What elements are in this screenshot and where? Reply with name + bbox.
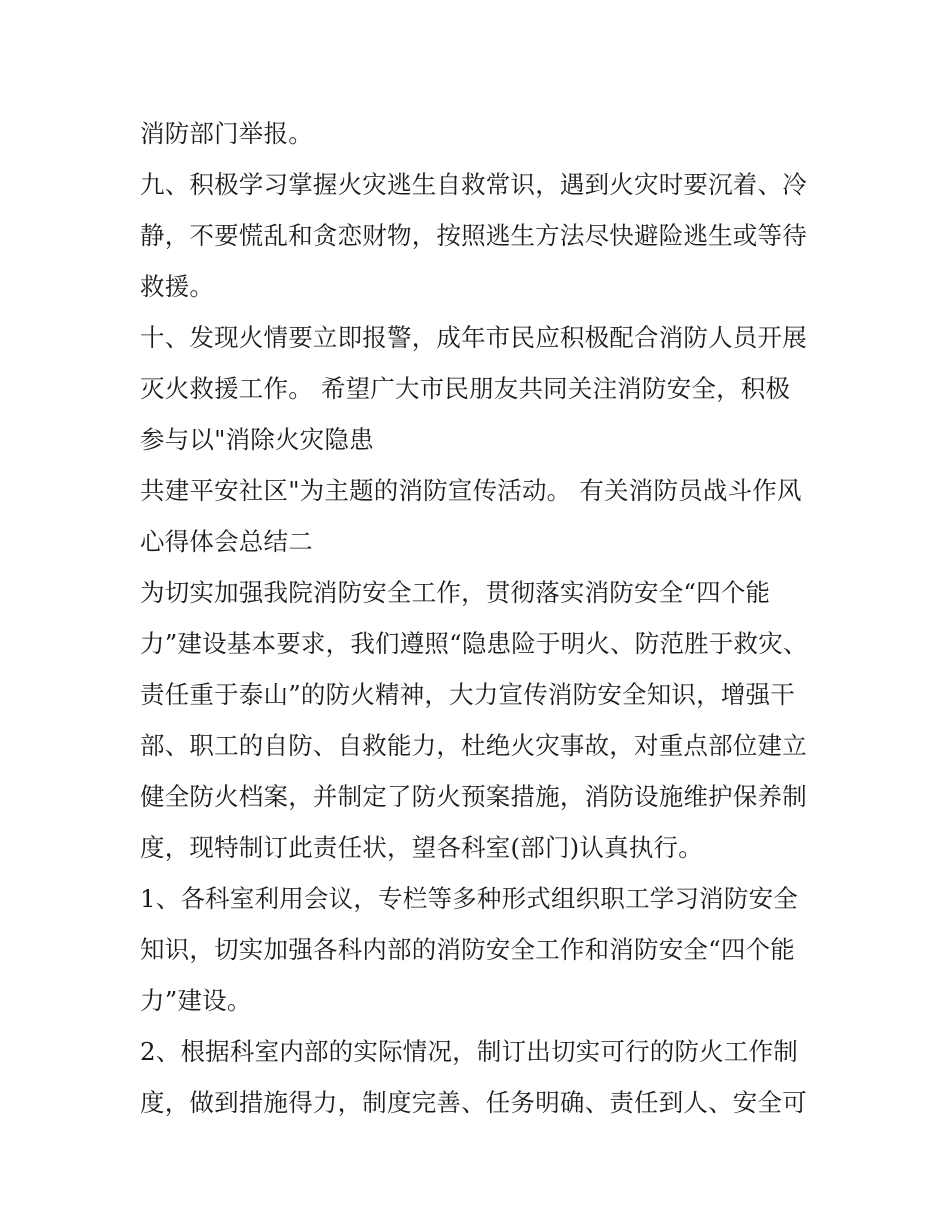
text-line: 十、发现火情要立即报警，成年市民应积极配合消防人员开展 <box>140 323 807 352</box>
text-line: 知识，切实加强各科内部的消防安全工作和消防安全“四个能 <box>140 935 795 964</box>
text-line: 度，现特制订此责任状，望各科室(部门)认真执行。 <box>140 833 703 862</box>
text-line: 健全防火档案，并制定了防火预案措施，消防设施维护保养制 <box>140 782 807 811</box>
text-line: 1、各科室利用会议，专栏等多种形式组织职工学习消防安全 <box>140 884 798 913</box>
text-line: 力”建设基本要求，我们遵照“隐患险于明火、防范胜于救灾、 <box>140 629 808 658</box>
text-line: 共建平安社区"为主题的消防宣传活动。 有关消防员战斗作风 <box>140 476 802 505</box>
section-heading: 心得体会总结二 <box>140 527 313 556</box>
text-line: 静，不要慌乱和贪恋财物，按照逃生方法尽快避险逃生或等待 <box>140 221 807 250</box>
text-line: 部、职工的自防、自救能力，杜绝火灾事故，对重点部位建立 <box>140 731 807 760</box>
text-line: 度，做到措施得力，制度完善、任务明确、责任到人、安全可 <box>140 1088 807 1117</box>
text-line: 力”建设。 <box>140 986 252 1015</box>
text-line: 为切实加强我院消防安全工作，贯彻落实消防安全“四个能 <box>140 578 771 607</box>
text-line: 九、积极学习掌握火灾逃生自救常识，遇到火灾时要沉着、冷 <box>140 170 807 199</box>
text-line: 消防部门举报。 <box>140 119 313 148</box>
text-line: 参与以"消除火灾隐患 <box>140 425 374 454</box>
text-line: 救援。 <box>140 272 215 301</box>
text-line: 责任重于泰山”的防火精神，大力宣传消防安全知识，增强干 <box>140 680 795 709</box>
text-line: 灭火救援工作。 希望广大市民朋友共同关注消防安全，积极 <box>140 374 791 403</box>
text-line: 2、根据科室内部的实际情况，制订出切实可行的防火工作制 <box>140 1037 798 1066</box>
document-body <box>140 108 820 1128</box>
